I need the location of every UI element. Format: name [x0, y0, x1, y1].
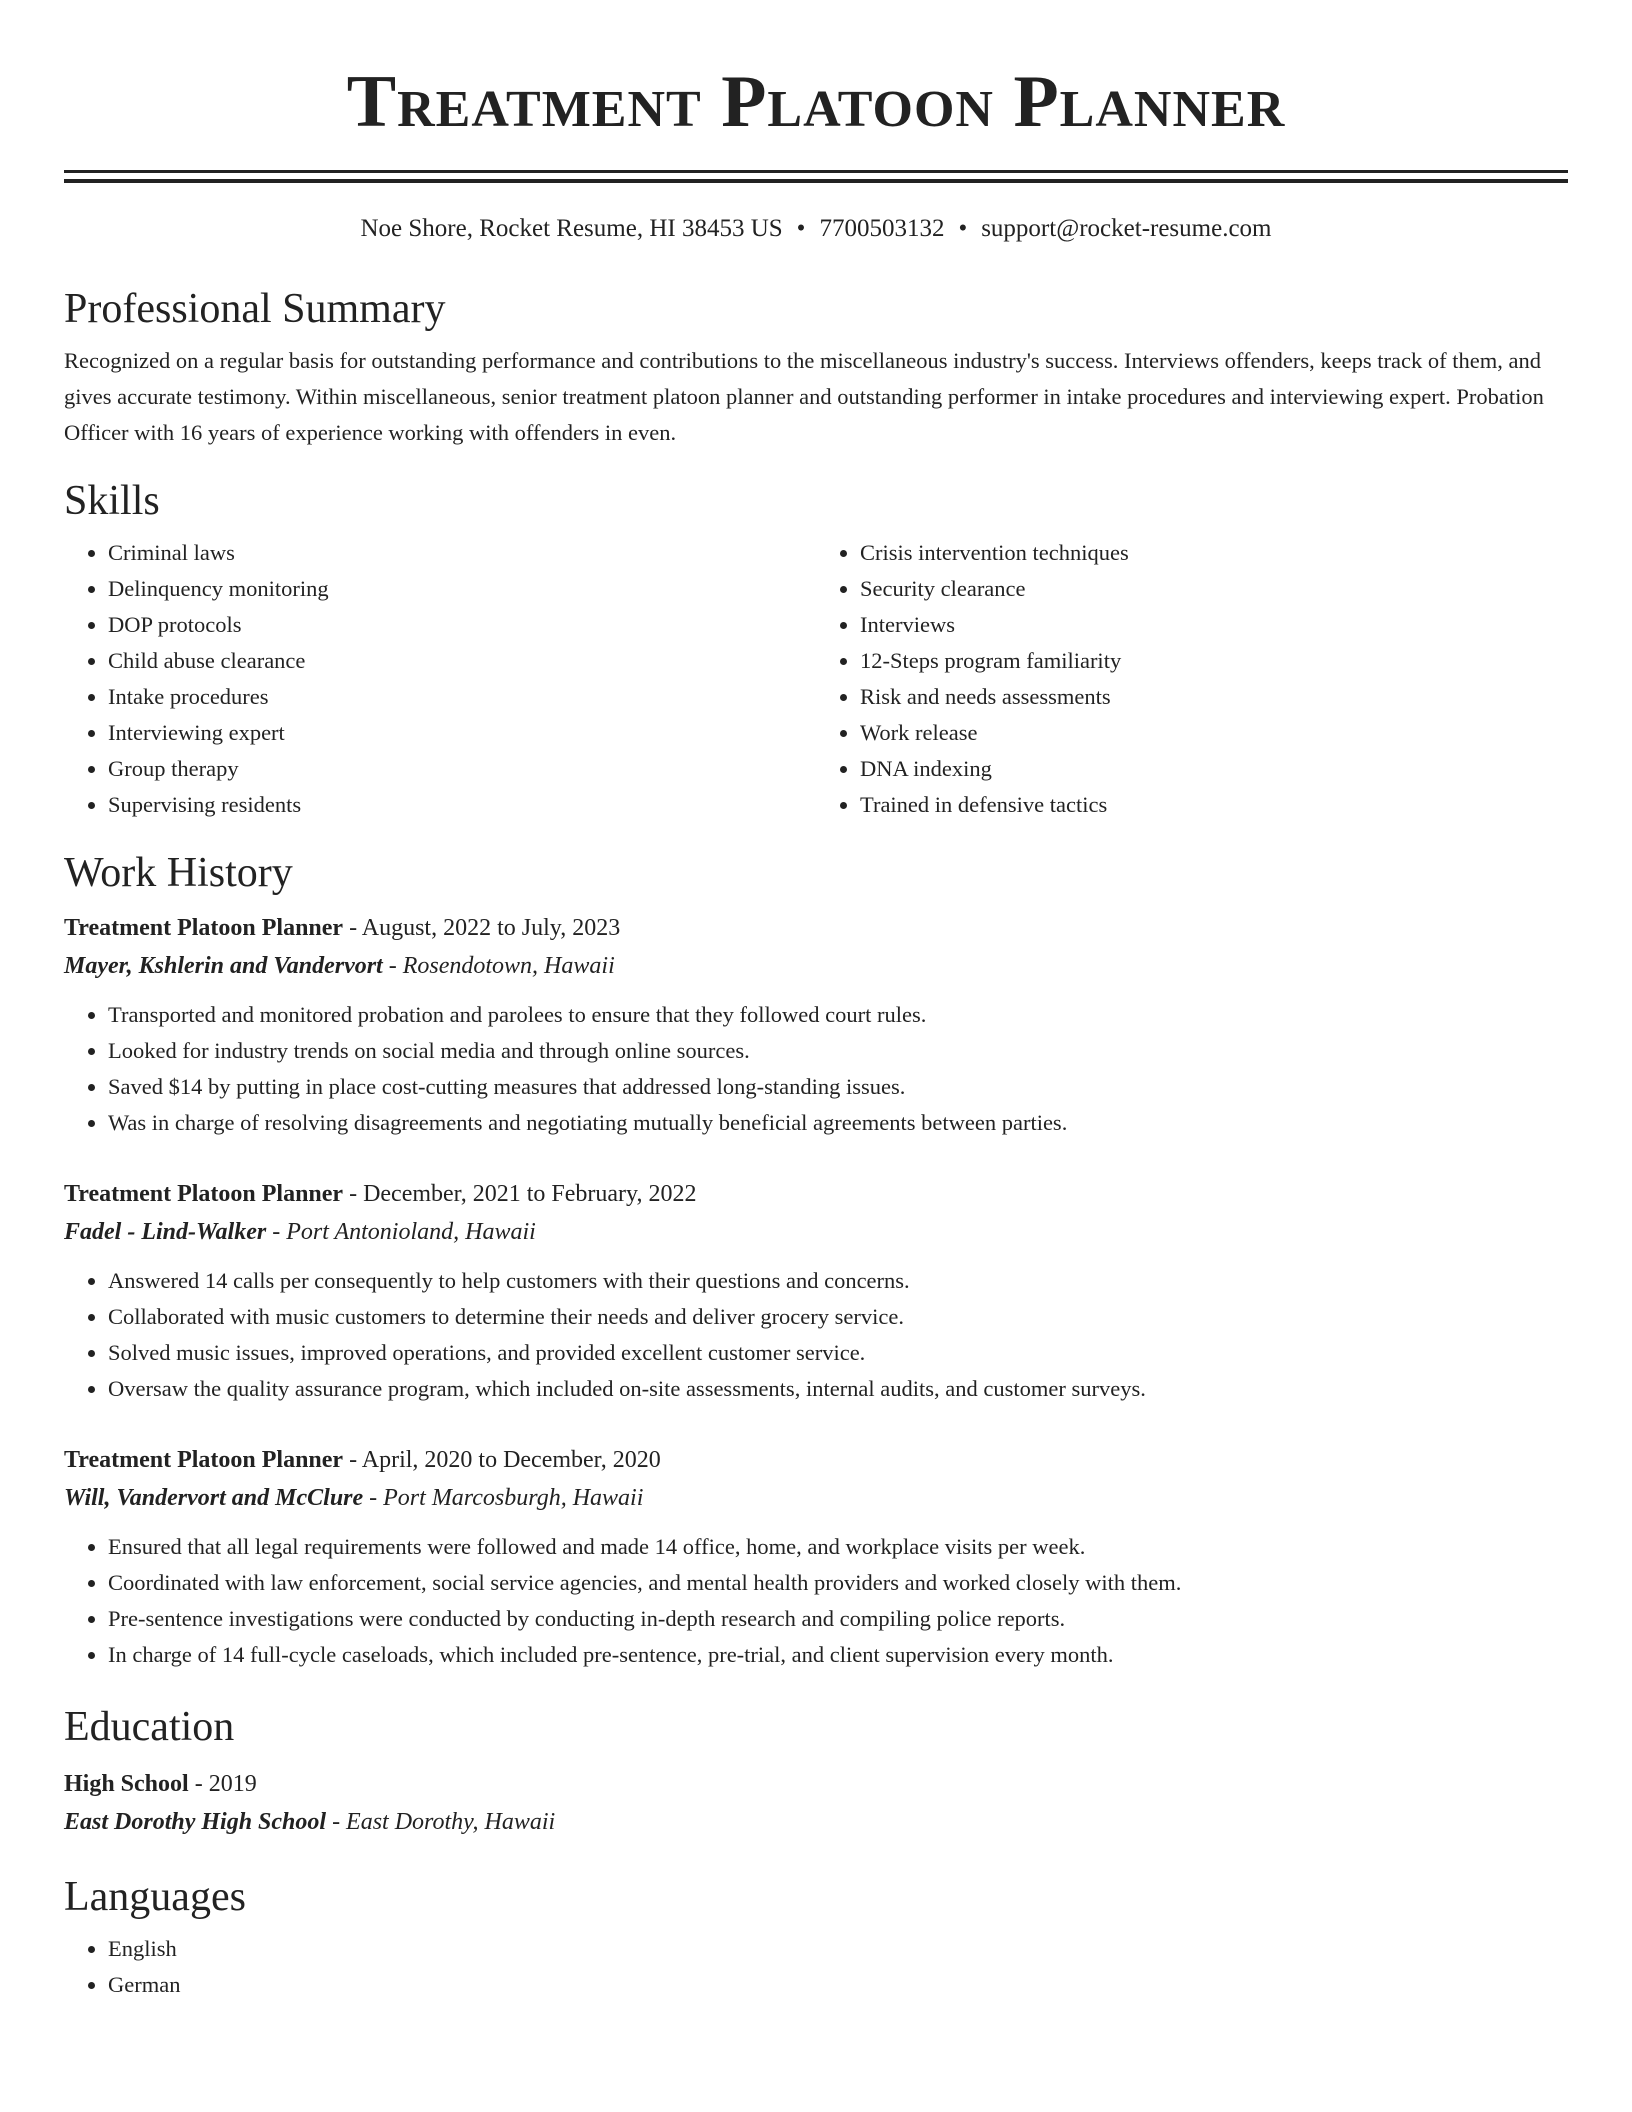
skill-item: • Child abuse clearance	[108, 643, 816, 679]
skill-item: • Group therapy	[108, 751, 816, 787]
school-line	[64, 1803, 1568, 1841]
skill-item: • Risk and needs assessments	[860, 679, 1568, 715]
degree-name: High School	[64, 1771, 189, 1797]
company-name: Mayer, Kshlerin and Vandervort	[64, 953, 383, 979]
skills-column-right	[816, 535, 1568, 823]
job-entry	[64, 1175, 1568, 1407]
company-line	[64, 1479, 1568, 1517]
education-heading: Education	[64, 1704, 235, 1750]
work-history-heading: Work History	[64, 850, 293, 896]
summary-heading: Professional Summary	[64, 286, 446, 332]
job-bullet: • Collaborated with music customers to determine their needs and deliver grocery service.	[108, 1299, 1568, 1335]
skill-item: • Trained in defensive tactics	[860, 787, 1568, 823]
company-name: Fadel - Lind-Walker	[64, 1219, 267, 1245]
language-item: • German	[108, 1967, 1568, 2003]
job-bullet: • Ensured that all legal requirements were followed and made 14 office, home, and workplace visits per week.	[108, 1529, 1568, 1565]
languages-heading: Languages	[64, 1874, 246, 1920]
skill-item: • 12-Steps program familiarity	[860, 643, 1568, 679]
degree-line	[64, 1765, 1568, 1803]
company-line	[64, 947, 1568, 985]
job-title-line	[64, 1175, 1568, 1213]
job-entry	[64, 909, 1568, 1141]
job-bullet: • Answered 14 calls per consequently to help customers with their questions and concerns.	[108, 1263, 1568, 1299]
company-line	[64, 1213, 1568, 1251]
education-entry	[64, 1765, 1568, 1841]
company-location: - Port Marcosburgh, Hawaii	[369, 1485, 644, 1511]
contact-separator: •	[958, 215, 968, 242]
contact-phone: 7700503132	[819, 215, 945, 242]
contact-address: Noe Shore, Rocket Resume, HI 38453 US	[360, 215, 783, 242]
skills-list	[64, 535, 1568, 823]
job-dates: - December, 2021 to February, 2022	[349, 1181, 697, 1207]
header-rule-top	[64, 170, 1568, 173]
skill-item: • Supervising residents	[108, 787, 816, 823]
company-location: - Port Antonioland, Hawaii	[272, 1219, 536, 1245]
skill-item: • DOP protocols	[108, 607, 816, 643]
skill-item: • Work release	[860, 715, 1568, 751]
school-name: East Dorothy High School	[64, 1809, 327, 1835]
job-bullet: • Transported and monitored probation and parolees to ensure that they followed court rules.	[108, 997, 1568, 1033]
skill-item: • DNA indexing	[860, 751, 1568, 787]
skill-item: • Security clearance	[860, 571, 1568, 607]
summary-text: Recognized on a regular basis for outstanding performance and contributions to the miscellaneous industry's success. Interviews offenders, keeps track of them, and gives accurate testimony. Within miscellaneous, senior treatment platoon planner and outstanding performer in intake procedures and interviewing expert. Probation Officer with 16 years of experience working with offenders in even.	[64, 348, 1544, 445]
skill-item: • Criminal laws	[108, 535, 816, 571]
job-bullet: • Solved music issues, improved operations, and provided excellent customer service.	[108, 1335, 1568, 1371]
job-title-line	[64, 909, 1568, 947]
skill-item: • Intake procedures	[108, 679, 816, 715]
skills-heading: Skills	[64, 478, 160, 524]
job-bullet: • Was in charge of resolving disagreements and negotiating mutually beneficial agreements between parties.	[108, 1105, 1568, 1141]
company-location: - Rosendotown, Hawaii	[388, 953, 615, 979]
job-bullet: • Coordinated with law enforcement, social service agencies, and mental health providers and worked closely with them.	[108, 1565, 1568, 1601]
skills-column-left	[64, 535, 816, 823]
job-bullet: • Oversaw the quality assurance program, which included on-site assessments, internal audits, and customer surveys.	[108, 1371, 1568, 1407]
skill-item: • Interviews	[860, 607, 1568, 643]
skill-item: • Crisis intervention techniques	[860, 535, 1568, 571]
job-dates: - August, 2022 to July, 2023	[349, 915, 621, 941]
job-bullet: • Pre-sentence investigations were conducted by conducting in-depth research and compiling police reports.	[108, 1601, 1568, 1637]
school-location: - East Dorothy, Hawaii	[332, 1809, 556, 1835]
job-bullet: • In charge of 14 full-cycle caseloads, which included pre-sentence, pre-trial, and client supervision every month.	[108, 1637, 1568, 1673]
graduation-year: - 2019	[194, 1771, 257, 1797]
skill-item: • Delinquency monitoring	[108, 571, 816, 607]
job-title: Treatment Platoon Planner	[64, 1181, 344, 1207]
header-rule-bottom	[64, 179, 1568, 183]
job-bullets	[64, 1529, 1568, 1673]
skill-item: • Interviewing expert	[108, 715, 816, 751]
job-entry	[64, 1441, 1568, 1673]
job-title-line	[64, 1441, 1568, 1479]
job-title: Treatment Platoon Planner	[64, 915, 344, 941]
job-bullets	[64, 997, 1568, 1141]
language-item: • English	[108, 1931, 1568, 1967]
job-title: Treatment Platoon Planner	[64, 1447, 344, 1473]
job-dates: - April, 2020 to December, 2020	[349, 1447, 661, 1473]
job-bullets	[64, 1263, 1568, 1407]
resume-name: Treatment Platoon Planner	[346, 61, 1286, 143]
contact-line	[64, 213, 1568, 245]
job-bullet: • Saved $14 by putting in place cost-cutting measures that addressed long-standing issues.	[108, 1069, 1568, 1105]
contact-email: support@rocket-resume.com	[981, 215, 1272, 242]
contact-separator: •	[796, 215, 806, 242]
job-bullet: • Looked for industry trends on social media and through online sources.	[108, 1033, 1568, 1069]
company-name: Will, Vandervort and McClure	[64, 1485, 364, 1511]
languages-list	[64, 1931, 1568, 2003]
